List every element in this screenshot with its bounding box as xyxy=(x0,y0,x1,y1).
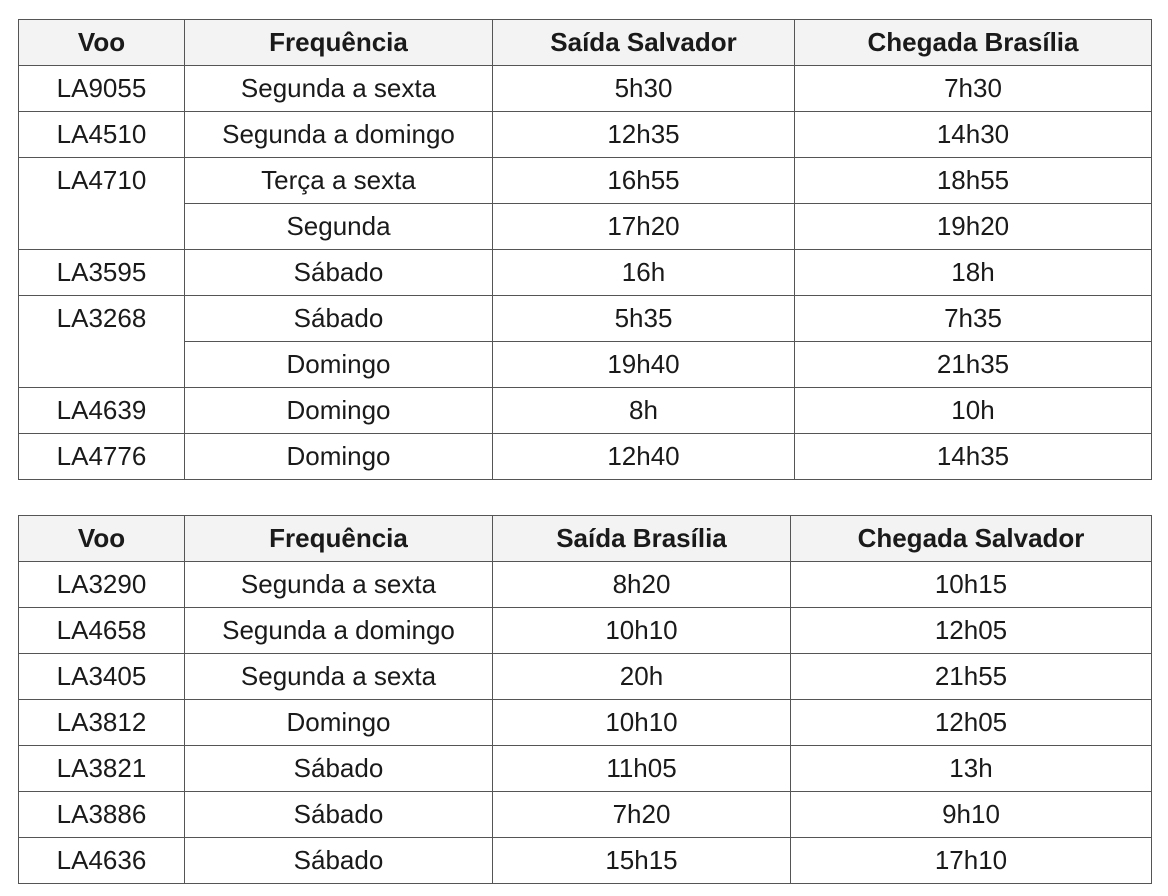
flight-number-cell: LA3886 xyxy=(19,792,185,838)
arrival-time-cell: 12h05 xyxy=(791,608,1152,654)
header-voo: Voo xyxy=(19,20,185,66)
frequency-cell: Sábado xyxy=(185,838,493,884)
table-row xyxy=(19,562,1152,608)
header-chegada-brasilia: Chegada Brasília xyxy=(795,20,1152,66)
arrival-time-cell: 13h xyxy=(791,746,1152,792)
return-table-head xyxy=(19,516,1152,562)
table-row xyxy=(19,112,1152,158)
departure-time-cell: 10h10 xyxy=(493,608,791,654)
table-row xyxy=(19,342,1152,388)
arrival-time-cell: 10h15 xyxy=(791,562,1152,608)
flight-number-cell: LA3405 xyxy=(19,654,185,700)
return-flights-table xyxy=(18,515,1152,884)
outbound-table-head xyxy=(19,20,1152,66)
arrival-time-cell: 14h35 xyxy=(795,434,1152,480)
table-row xyxy=(19,838,1152,884)
table-row xyxy=(19,608,1152,654)
outbound-table-body xyxy=(19,66,1152,480)
arrival-time-cell: 21h55 xyxy=(791,654,1152,700)
frequency-cell: Domingo xyxy=(185,342,493,388)
arrival-time-cell: 7h35 xyxy=(795,296,1152,342)
frequency-cell: Segunda a domingo xyxy=(185,112,493,158)
table-row xyxy=(19,296,1152,342)
arrival-time-cell: 7h30 xyxy=(795,66,1152,112)
frequency-cell: Segunda a sexta xyxy=(185,66,493,112)
flight-number-cell: LA4639 xyxy=(19,388,185,434)
departure-time-cell: 7h20 xyxy=(493,792,791,838)
departure-time-cell: 17h20 xyxy=(493,204,795,250)
arrival-time-cell: 14h30 xyxy=(795,112,1152,158)
table-row xyxy=(19,250,1152,296)
table-row xyxy=(19,654,1152,700)
departure-time-cell: 8h20 xyxy=(493,562,791,608)
flight-number-cell: LA3821 xyxy=(19,746,185,792)
frequency-cell: Terça a sexta xyxy=(185,158,493,204)
flight-number-cell: LA4636 xyxy=(19,838,185,884)
table-row xyxy=(19,746,1152,792)
departure-time-cell: 5h30 xyxy=(493,66,795,112)
header-chegada-salvador: Chegada Salvador xyxy=(791,516,1152,562)
frequency-cell: Sábado xyxy=(185,746,493,792)
header-frequencia: Frequência xyxy=(185,516,493,562)
frequency-cell: Segunda a sexta xyxy=(185,562,493,608)
table-row xyxy=(19,792,1152,838)
departure-time-cell: 16h55 xyxy=(493,158,795,204)
frequency-cell: Sábado xyxy=(185,296,493,342)
flight-number-cell: LA3812 xyxy=(19,700,185,746)
frequency-cell: Domingo xyxy=(185,388,493,434)
arrival-time-cell: 10h xyxy=(795,388,1152,434)
arrival-time-cell: 9h10 xyxy=(791,792,1152,838)
arrival-time-cell: 18h55 xyxy=(795,158,1152,204)
table-row xyxy=(19,158,1152,204)
departure-time-cell: 19h40 xyxy=(493,342,795,388)
outbound-flights-table xyxy=(18,19,1152,480)
arrival-time-cell: 18h xyxy=(795,250,1152,296)
departure-time-cell: 11h05 xyxy=(493,746,791,792)
outbound-header-row xyxy=(19,20,1152,66)
flight-number-cell: LA3290 xyxy=(19,562,185,608)
table-row xyxy=(19,434,1152,480)
return-table-body xyxy=(19,562,1152,884)
flight-number-cell: LA3268 xyxy=(19,296,185,388)
frequency-cell: Segunda a domingo xyxy=(185,608,493,654)
arrival-time-cell: 19h20 xyxy=(795,204,1152,250)
header-frequencia: Frequência xyxy=(185,20,493,66)
flight-number-cell: LA4710 xyxy=(19,158,185,250)
departure-time-cell: 12h35 xyxy=(493,112,795,158)
flight-number-cell: LA3595 xyxy=(19,250,185,296)
flight-number-cell: LA4776 xyxy=(19,434,185,480)
frequency-cell: Sábado xyxy=(185,250,493,296)
departure-time-cell: 15h15 xyxy=(493,838,791,884)
departure-time-cell: 10h10 xyxy=(493,700,791,746)
table-row xyxy=(19,700,1152,746)
table-row xyxy=(19,204,1152,250)
departure-time-cell: 16h xyxy=(493,250,795,296)
table-row xyxy=(19,66,1152,112)
departure-time-cell: 5h35 xyxy=(493,296,795,342)
table-row xyxy=(19,388,1152,434)
arrival-time-cell: 12h05 xyxy=(791,700,1152,746)
header-saida-salvador: Saída Salvador xyxy=(493,20,795,66)
flight-number-cell: LA4658 xyxy=(19,608,185,654)
frequency-cell: Domingo xyxy=(185,434,493,480)
header-voo: Voo xyxy=(19,516,185,562)
return-header-row xyxy=(19,516,1152,562)
arrival-time-cell: 21h35 xyxy=(795,342,1152,388)
frequency-cell: Segunda xyxy=(185,204,493,250)
arrival-time-cell: 17h10 xyxy=(791,838,1152,884)
frequency-cell: Domingo xyxy=(185,700,493,746)
flight-number-cell: LA4510 xyxy=(19,112,185,158)
frequency-cell: Segunda a sexta xyxy=(185,654,493,700)
flight-number-cell: LA9055 xyxy=(19,66,185,112)
frequency-cell: Sábado xyxy=(185,792,493,838)
departure-time-cell: 8h xyxy=(493,388,795,434)
header-saida-brasilia: Saída Brasília xyxy=(493,516,791,562)
departure-time-cell: 12h40 xyxy=(493,434,795,480)
departure-time-cell: 20h xyxy=(493,654,791,700)
